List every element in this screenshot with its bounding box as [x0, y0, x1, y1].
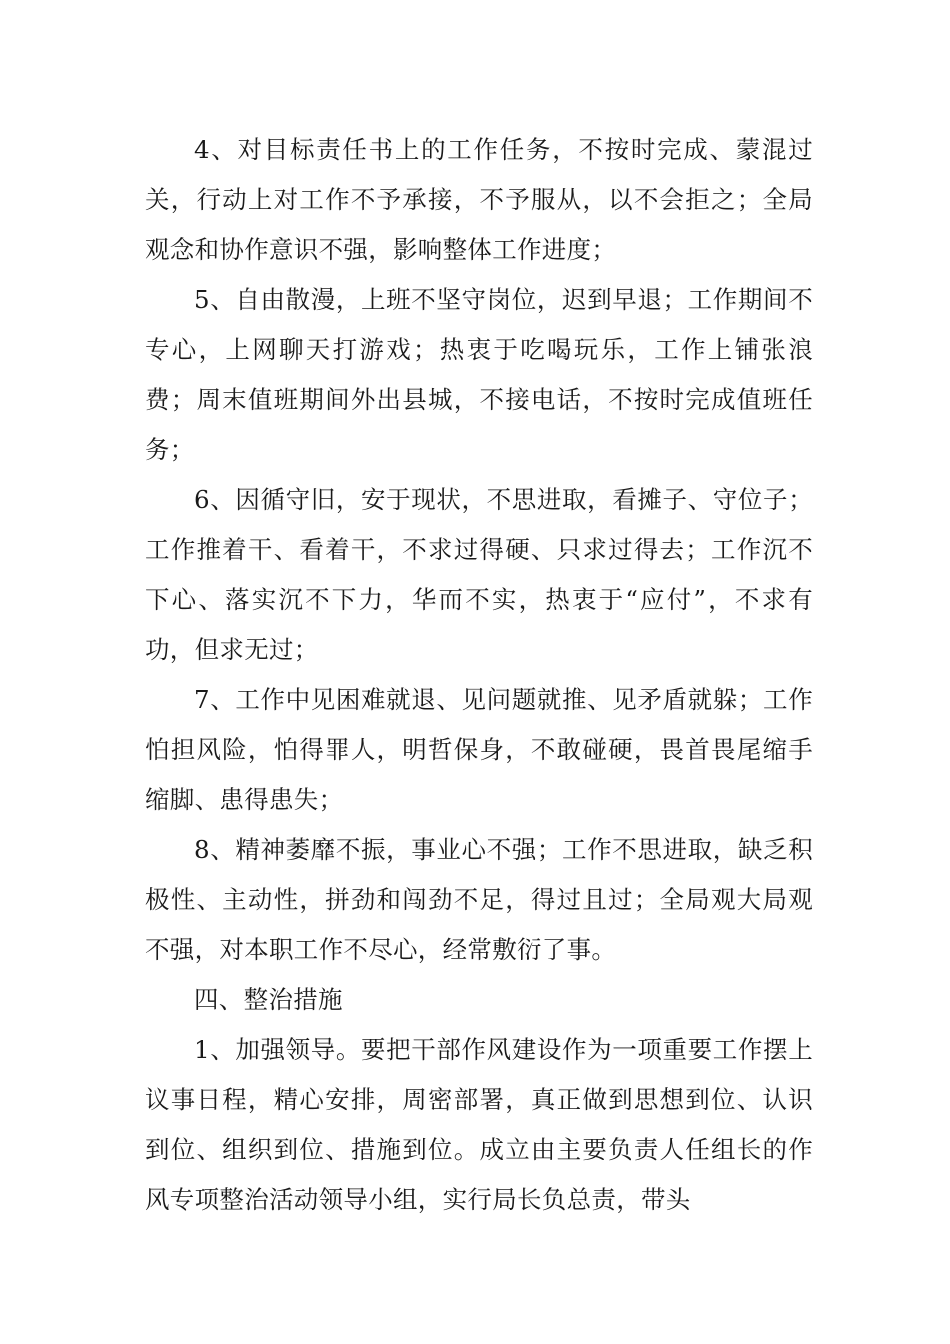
document-body [145, 125, 813, 1225]
section-heading-measures: 四、整治措施 [194, 985, 343, 1014]
paragraph-item-8: 8、精神萎靡不振，事业心不强；工作不思进取，缺乏积极性、主动性，拼劲和闯劲不足，得过且过；全局观大局观不强，对本职工作不尽心，经常敷衍了事。 [145, 835, 813, 964]
paragraph-measure-1: 1、加强领导。要把干部作风建设作为一项重要工作摆上议事日程，精心安排，周密部署，真正做到思想到位、认识到位、组织到位、措施到位。成立由主要负责人任组长的作风专项整治活动领导小组，实行局长负总责，带头 [145, 1035, 813, 1214]
paragraph-item-7: 7、工作中见困难就退、见问题就推、见矛盾就躲；工作怕担风险，怕得罪人，明哲保身，不敢碰硬，畏首畏尾缩手缩脚、患得患失； [145, 685, 813, 814]
paragraph-item-4: 4、对目标责任书上的工作任务，不按时完成、蒙混过关，行动上对工作不予承接，不予服从，以不会拒之；全局观念和协作意识不强，影响整体工作进度； [145, 135, 813, 264]
paragraph-item-5: 5、自由散漫，上班不坚守岗位，迟到早退；工作期间不专心，上网聊天打游戏；热衷于吃喝玩乐，工作上铺张浪费；周末值班期间外出县城，不接电话，不按时完成值班任务； [145, 285, 813, 464]
paragraph-item-6: 6、因循守旧，安于现状，不思进取，看摊子、守位子；工作推着干、看着干，不求过得硬、只求过得去；工作沉不下心、落实沉不下力，华而不实，热衷于“应付”，不求有功，但求无过； [145, 485, 813, 664]
